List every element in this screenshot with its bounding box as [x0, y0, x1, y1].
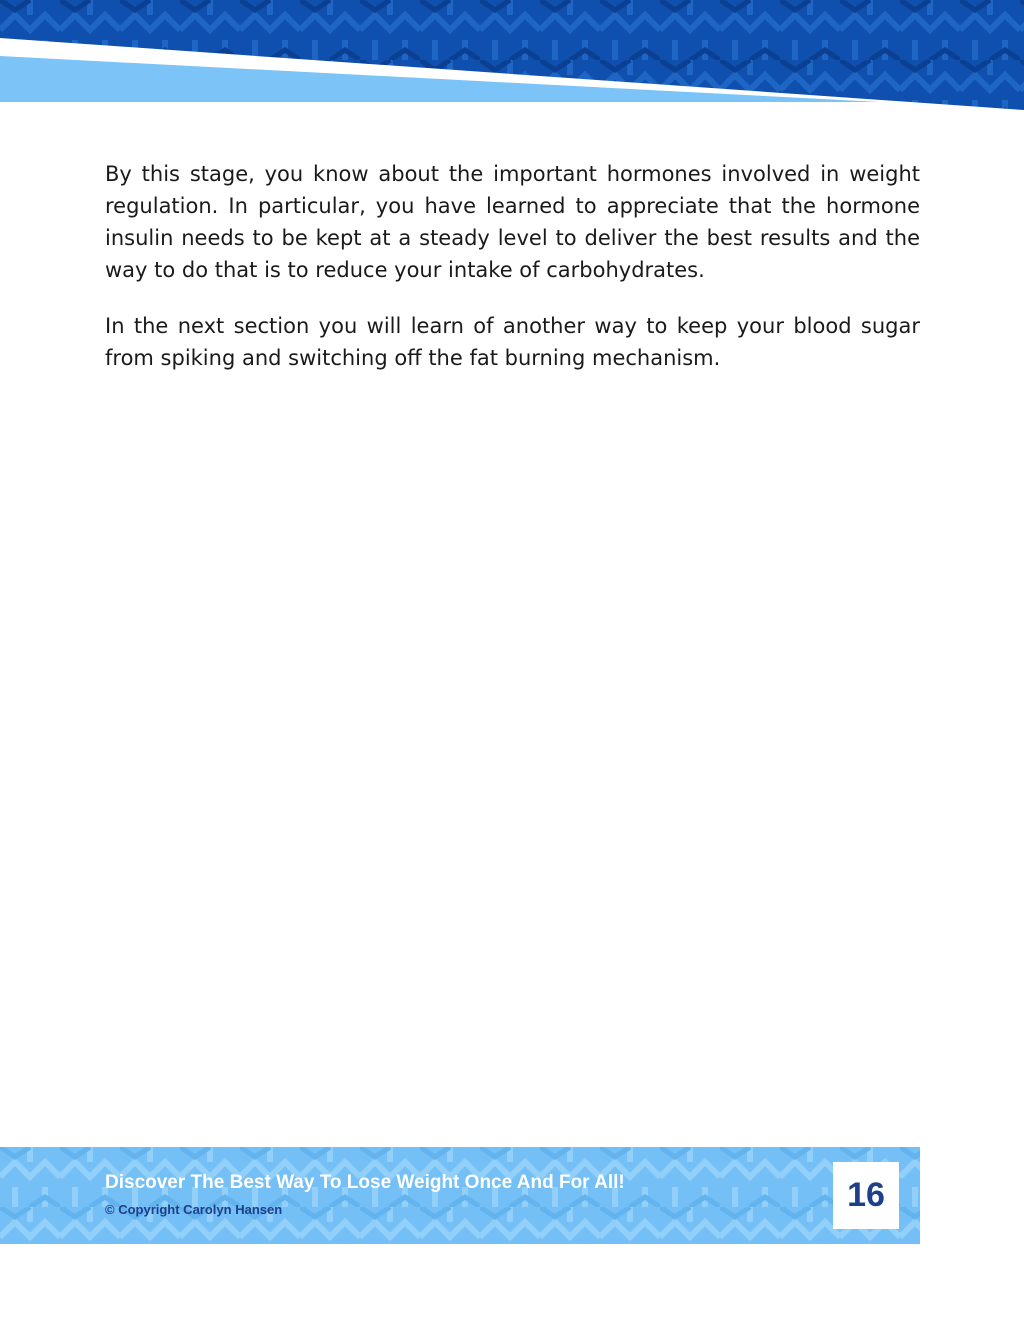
footer-title: Discover The Best Way To Lose Weight Once And For All!	[105, 1172, 625, 1193]
paragraph-1: By this stage, you know about the important hormones involved in weight regulation. In particular, you have learned to appreciate that the hormone insulin needs to be kept at a steady level to deliver the best results and the way to do that is to reduce your intake of carbohydrates.	[105, 162, 920, 282]
header-banner	[0, 0, 1024, 110]
footer-banner	[0, 1147, 920, 1244]
body-content	[105, 158, 920, 398]
page-number-box	[833, 1162, 899, 1229]
paragraph-2: In the next section you will learn of another way to keep your blood sugar from spiking and switching off the fat burning mechanism.	[105, 314, 920, 370]
page-number: 16	[847, 1176, 885, 1214]
footer-copyright: © Copyright Carolyn Hansen	[105, 1202, 283, 1217]
